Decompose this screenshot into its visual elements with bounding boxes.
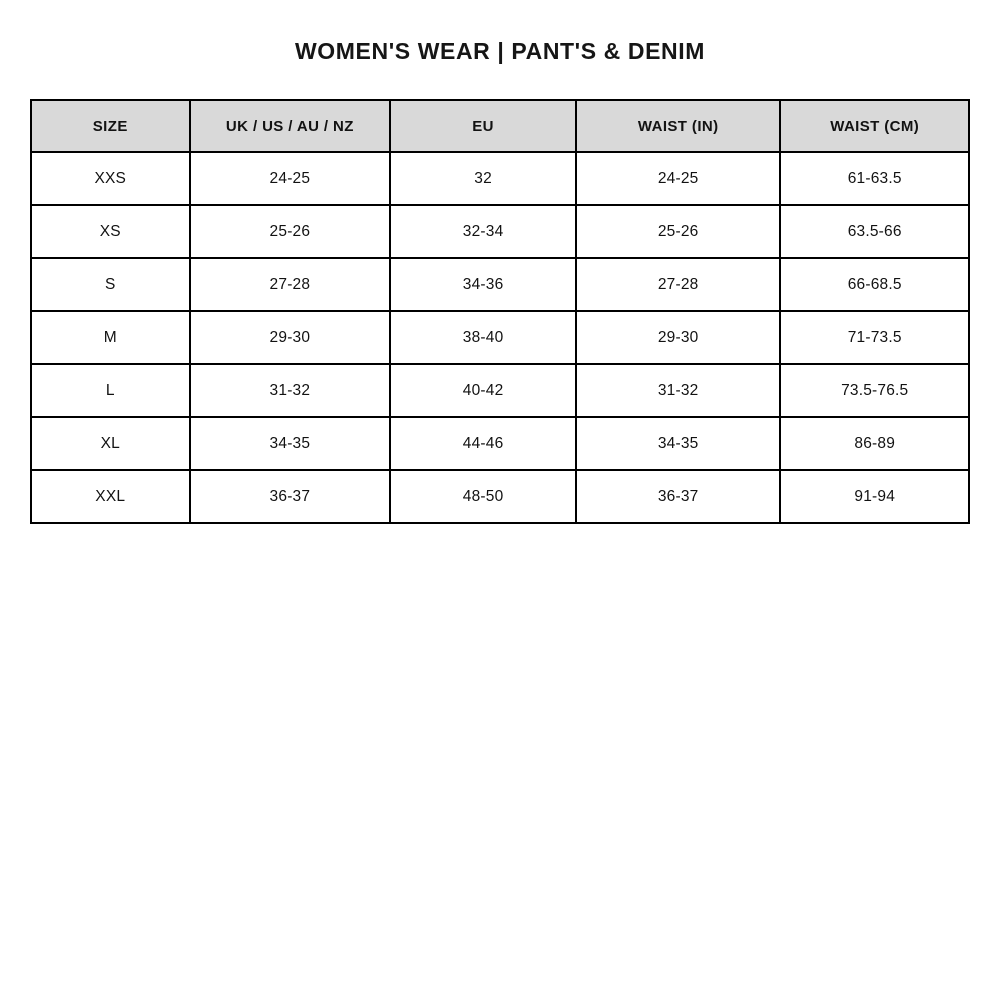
table-row-xxl xyxy=(31,470,969,523)
cell-eu: 40-42 xyxy=(390,364,576,417)
cell-waist-in: 36-37 xyxy=(576,470,780,523)
cell-waist-cm: 71-73.5 xyxy=(780,311,969,364)
column-header-uk-us-au-nz: UK / US / AU / NZ xyxy=(190,100,391,152)
cell-eu: 38-40 xyxy=(390,311,576,364)
cell-eu: 48-50 xyxy=(390,470,576,523)
cell-size: XXS xyxy=(31,152,190,205)
cell-size: XXL xyxy=(31,470,190,523)
cell-size: S xyxy=(31,258,190,311)
cell-uk-us-au-nz: 34-35 xyxy=(190,417,391,470)
column-header-waist-cm: WAIST (CM) xyxy=(780,100,969,152)
cell-waist-cm: 91-94 xyxy=(780,470,969,523)
cell-waist-in: 29-30 xyxy=(576,311,780,364)
cell-uk-us-au-nz: 29-30 xyxy=(190,311,391,364)
cell-waist-cm: 61-63.5 xyxy=(780,152,969,205)
size-chart-table xyxy=(30,99,970,524)
cell-uk-us-au-nz: 36-37 xyxy=(190,470,391,523)
cell-uk-us-au-nz: 25-26 xyxy=(190,205,391,258)
table-row-s xyxy=(31,258,969,311)
cell-waist-cm: 66-68.5 xyxy=(780,258,969,311)
page-title: WOMEN'S WEAR | PANT'S & DENIM xyxy=(294,38,705,64)
cell-eu: 44-46 xyxy=(390,417,576,470)
cell-waist-cm: 73.5-76.5 xyxy=(780,364,969,417)
column-header-waist-in: WAIST (IN) xyxy=(576,100,780,152)
table-row-xl xyxy=(31,417,969,470)
cell-uk-us-au-nz: 31-32 xyxy=(190,364,391,417)
cell-size: XS xyxy=(31,205,190,258)
header-row xyxy=(31,100,969,152)
cell-waist-in: 24-25 xyxy=(576,152,780,205)
table-row-xxs xyxy=(31,152,969,205)
table-row-l xyxy=(31,364,969,417)
cell-size: L xyxy=(31,364,190,417)
cell-waist-in: 34-35 xyxy=(576,417,780,470)
cell-waist-in: 25-26 xyxy=(576,205,780,258)
cell-eu: 34-36 xyxy=(390,258,576,311)
cell-waist-cm: 63.5-66 xyxy=(780,205,969,258)
cell-uk-us-au-nz: 24-25 xyxy=(190,152,391,205)
cell-waist-in: 31-32 xyxy=(576,364,780,417)
column-header-eu: EU xyxy=(390,100,576,152)
column-header-size: SIZE xyxy=(31,100,190,152)
cell-size: M xyxy=(31,311,190,364)
cell-eu: 32 xyxy=(390,152,576,205)
cell-waist-cm: 86-89 xyxy=(780,417,969,470)
cell-waist-in: 27-28 xyxy=(576,258,780,311)
cell-uk-us-au-nz: 27-28 xyxy=(190,258,391,311)
table-row-m xyxy=(31,311,969,364)
table-row-xs xyxy=(31,205,969,258)
cell-eu: 32-34 xyxy=(390,205,576,258)
cell-size: XL xyxy=(31,417,190,470)
